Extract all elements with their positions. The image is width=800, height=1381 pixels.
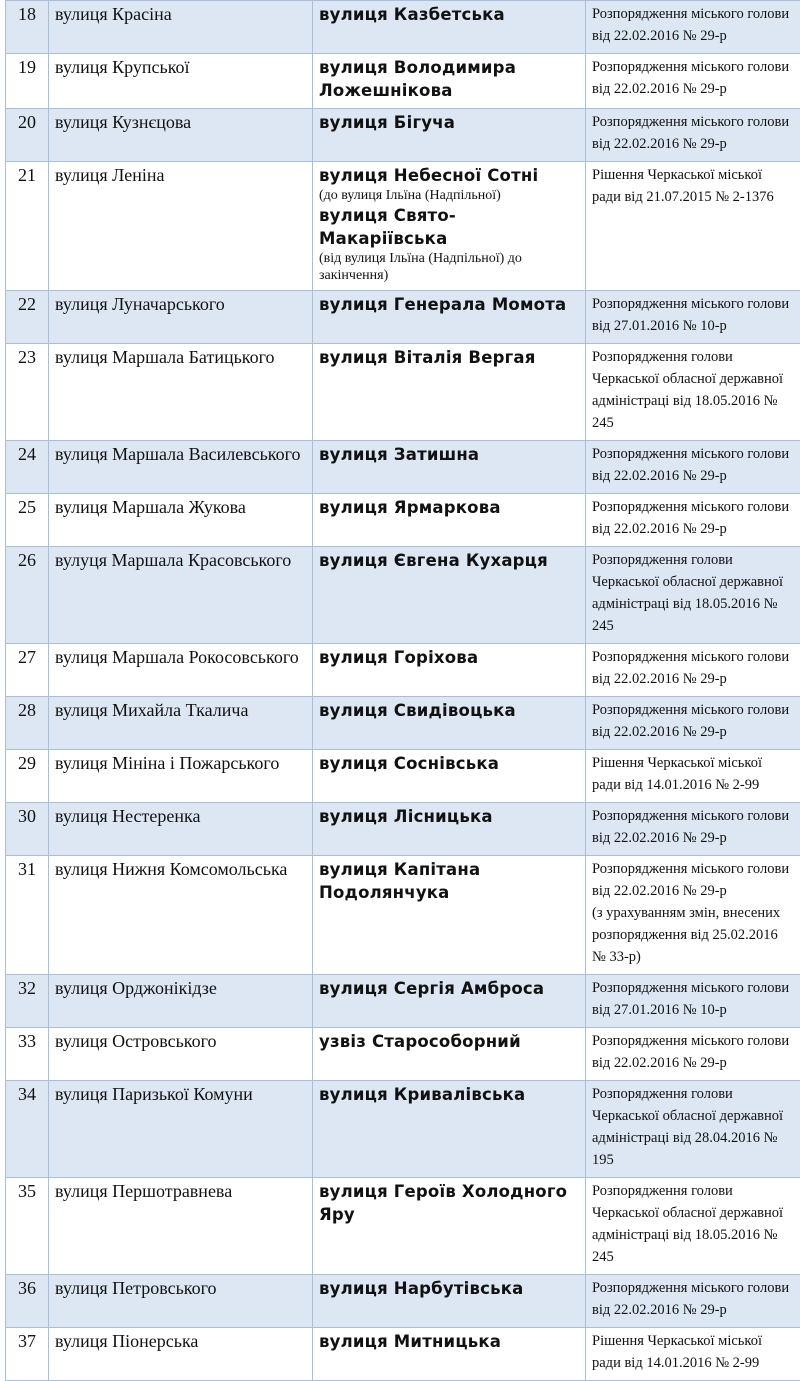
new-street-name-cell <box>313 856 586 975</box>
document-text: Розпорядження міського голови від 22.02.2016 № 29-р <box>592 114 789 152</box>
row-number-cell: 33 <box>6 1028 49 1081</box>
document-text: Розпорядження голови Черкаської обласної державної адміністраці від 18.05.2016 № 245 <box>592 552 783 634</box>
new-street-name-cell <box>313 803 586 856</box>
new-street-name-cell <box>313 1178 586 1275</box>
new-street-name: вулиця Героїв Холодного Яру <box>319 1180 579 1226</box>
old-street-name-cell: вулиця Маршала Жукова <box>49 494 313 547</box>
legal-document-cell <box>586 803 800 856</box>
legal-document-cell <box>586 644 800 697</box>
document-text: Розпорядження міського голови від 22.02.2016 № 29-р <box>592 649 789 687</box>
new-street-name-cell <box>313 547 586 644</box>
row-number-cell: 24 <box>6 441 49 494</box>
new-street-name-cell <box>313 697 586 750</box>
row-number-cell: 32 <box>6 975 49 1028</box>
new-street-name-cell <box>313 109 586 162</box>
document-text: Розпорядження голови Черкаської обласної державної адміністраці від 18.05.2016 № 245 <box>592 349 783 431</box>
legal-document-cell <box>586 494 800 547</box>
old-street-name-cell: вулиця Орджонікідзе <box>49 975 313 1028</box>
legal-document-cell <box>586 162 800 291</box>
table-row <box>6 803 800 856</box>
document-text: Розпорядження міського голови від 22.02.2016 № 29-р <box>592 861 789 899</box>
document-text: Розпорядження міського голови від 27.01.2016 № 10-р <box>592 980 789 1018</box>
legal-document-cell <box>586 109 800 162</box>
new-street-name: вулиця Небесної Сотні <box>319 164 579 187</box>
old-street-name-cell: вулиця Леніна <box>49 162 313 291</box>
table-row <box>6 1328 800 1381</box>
old-street-name-cell: вулиця Луначарського <box>49 291 313 344</box>
new-street-name: вулиця Ярмаркова <box>319 496 579 519</box>
table-row <box>6 109 800 162</box>
document-amendment-note: (з урахуванням змін, внесених розпорядження від 25.02.2016 № 33-р) <box>592 902 794 968</box>
new-street-name: вулиця Сергія Амброса <box>319 977 579 1000</box>
new-street-name-cell <box>313 644 586 697</box>
new-street-name: вулиця Генерала Момота <box>319 293 579 316</box>
new-street-name-cell <box>313 291 586 344</box>
row-number-cell: 20 <box>6 109 49 162</box>
new-street-name-cell <box>313 1028 586 1081</box>
table-row <box>6 856 800 975</box>
old-street-name-cell: вулиця Петровського <box>49 1275 313 1328</box>
new-street-name: вулиця Віталія Вергая <box>319 346 579 369</box>
new-street-name-cell <box>313 1 586 54</box>
new-street-name: вулиця Митницька <box>319 1330 579 1353</box>
old-street-name-cell: вулиця Мініна і Пожарського <box>49 750 313 803</box>
new-street-name-cell <box>313 1081 586 1178</box>
old-street-name-cell: вулиця Піонерська <box>49 1328 313 1381</box>
legal-document-cell <box>586 54 800 109</box>
old-street-name-cell: вулиця Маршала Василевського <box>49 441 313 494</box>
table-row <box>6 1028 800 1081</box>
row-number-cell: 29 <box>6 750 49 803</box>
table-row <box>6 975 800 1028</box>
row-number-cell: 25 <box>6 494 49 547</box>
new-street-name: вулиця Володимира Ложешнікова <box>319 56 579 102</box>
table-row <box>6 162 800 291</box>
legal-document-cell <box>586 1 800 54</box>
old-street-name-cell: вулиця Паризької Комуни <box>49 1081 313 1178</box>
row-number-cell: 26 <box>6 547 49 644</box>
new-street-name-cell <box>313 494 586 547</box>
row-number-cell: 37 <box>6 1328 49 1381</box>
old-street-name-cell: вулиця Михайла Ткалича <box>49 697 313 750</box>
document-text: Розпорядження міського голови від 27.01.2016 № 10-р <box>592 296 789 334</box>
legal-document-cell <box>586 697 800 750</box>
table-row <box>6 1 800 54</box>
table-row <box>6 697 800 750</box>
new-street-name: вулиця Затишна <box>319 443 579 466</box>
document-text: Розпорядження міського голови від 22.02.2016 № 29-р <box>592 446 789 484</box>
table-row <box>6 1178 800 1275</box>
legal-document-cell <box>586 291 800 344</box>
document-text: Розпорядження голови Черкаської обласної державної адміністраці від 18.05.2016 № 245 <box>592 1183 783 1265</box>
document-text: Розпорядження міського голови від 22.02.2016 № 29-р <box>592 499 789 537</box>
new-street-name: вулиця Казбетська <box>319 3 579 26</box>
row-number-cell: 19 <box>6 54 49 109</box>
legal-document-cell <box>586 750 800 803</box>
document-text: Розпорядження голови Черкаської обласної державної адміністраці від 28.04.2016 № 195 <box>592 1086 783 1168</box>
new-street-name: вулиця Горіхова <box>319 646 579 669</box>
new-street-name: вулиця Капітана Подолянчука <box>319 858 579 904</box>
old-street-name-cell: вулиця Красіна <box>49 1 313 54</box>
table-body <box>6 1 800 1381</box>
new-street-name: вулиця Кривалівська <box>319 1083 579 1106</box>
old-street-name-cell: вулуця Маршала Красовського <box>49 547 313 644</box>
old-street-name-cell: вулиця Крупської <box>49 54 313 109</box>
table-row <box>6 750 800 803</box>
legal-document-cell <box>586 441 800 494</box>
document-text: Розпорядження міського голови від 22.02.2016 № 29-р <box>592 1033 789 1071</box>
table-row <box>6 291 800 344</box>
row-number-cell: 27 <box>6 644 49 697</box>
table-row <box>6 441 800 494</box>
new-street-name-cell <box>313 1328 586 1381</box>
new-street-name: вулиця Нарбутівська <box>319 1277 579 1300</box>
new-street-name-cell <box>313 441 586 494</box>
old-street-name-cell: вулиця Кузнєцова <box>49 109 313 162</box>
document-text: Розпорядження міського голови від 22.02.2016 № 29-р <box>592 6 789 44</box>
old-street-name-cell: вулиця Нестеренка <box>49 803 313 856</box>
table-row <box>6 547 800 644</box>
legal-document-cell <box>586 1275 800 1328</box>
row-number-cell: 36 <box>6 1275 49 1328</box>
row-number-cell: 28 <box>6 697 49 750</box>
legal-document-cell <box>586 1328 800 1381</box>
new-street-name-cell <box>313 1275 586 1328</box>
table-row <box>6 344 800 441</box>
old-street-name-cell: вулиця Островського <box>49 1028 313 1081</box>
new-street-name-cell <box>313 750 586 803</box>
row-number-cell: 22 <box>6 291 49 344</box>
new-street-name: узвіз Старособорний <box>319 1030 579 1053</box>
document-text: Розпорядження міського голови від 22.02.2016 № 29-р <box>592 59 789 97</box>
row-number-cell: 23 <box>6 344 49 441</box>
new-street-name: вулиця Свидівоцька <box>319 699 579 722</box>
segment-note: (до вулиця Ільїна (Надпільної) <box>319 187 579 204</box>
new-street-name-cell <box>313 344 586 441</box>
table-row <box>6 1081 800 1178</box>
document-text: Рішення Черкаської міської ради від 14.01.2016 № 2-99 <box>592 755 762 793</box>
new-street-name: вулиця Свято-Макаріївська <box>319 204 579 250</box>
row-number-cell: 31 <box>6 856 49 975</box>
street-renaming-table <box>5 0 800 1381</box>
legal-document-cell <box>586 1081 800 1178</box>
table-row <box>6 494 800 547</box>
table-row <box>6 54 800 109</box>
row-number-cell: 21 <box>6 162 49 291</box>
new-street-name: вулиця Лісницька <box>319 805 579 828</box>
new-street-name-cell <box>313 54 586 109</box>
old-street-name-cell: вулиця Маршала Батицького <box>49 344 313 441</box>
table-row <box>6 1275 800 1328</box>
new-street-name-cell <box>313 975 586 1028</box>
new-street-name: вулиця Бігуча <box>319 111 579 134</box>
row-number-cell: 18 <box>6 1 49 54</box>
document-text: Розпорядження міського голови від 22.02.2016 № 29-р <box>592 1280 789 1318</box>
legal-document-cell <box>586 547 800 644</box>
legal-document-cell <box>586 975 800 1028</box>
row-number-cell: 30 <box>6 803 49 856</box>
row-number-cell: 35 <box>6 1178 49 1275</box>
segment-note: (від вулиця Ільїна (Надпільної) до закінчення) <box>319 250 579 284</box>
legal-document-cell <box>586 1178 800 1275</box>
legal-document-cell <box>586 1028 800 1081</box>
row-number-cell: 34 <box>6 1081 49 1178</box>
old-street-name-cell: вулиця Першотравнева <box>49 1178 313 1275</box>
document-text: Рішення Черкаської міської ради від 21.07.2015 № 2-1376 <box>592 167 774 205</box>
old-street-name-cell: вулиця Нижня Комсомольська <box>49 856 313 975</box>
new-street-name-cell <box>313 162 586 291</box>
legal-document-cell <box>586 344 800 441</box>
document-text: Розпорядження міського голови від 22.02.2016 № 29-р <box>592 702 789 740</box>
table-row <box>6 644 800 697</box>
new-street-name: вулиця Соснівська <box>319 752 579 775</box>
document-text: Розпорядження міського голови від 22.02.2016 № 29-р <box>592 808 789 846</box>
document-text: Рішення Черкаської міської ради від 14.01.2016 № 2-99 <box>592 1333 762 1371</box>
legal-document-cell <box>586 856 800 975</box>
old-street-name-cell: вулиця Маршала Рокосовського <box>49 644 313 697</box>
new-street-name: вулиця Євгена Кухарця <box>319 549 579 572</box>
